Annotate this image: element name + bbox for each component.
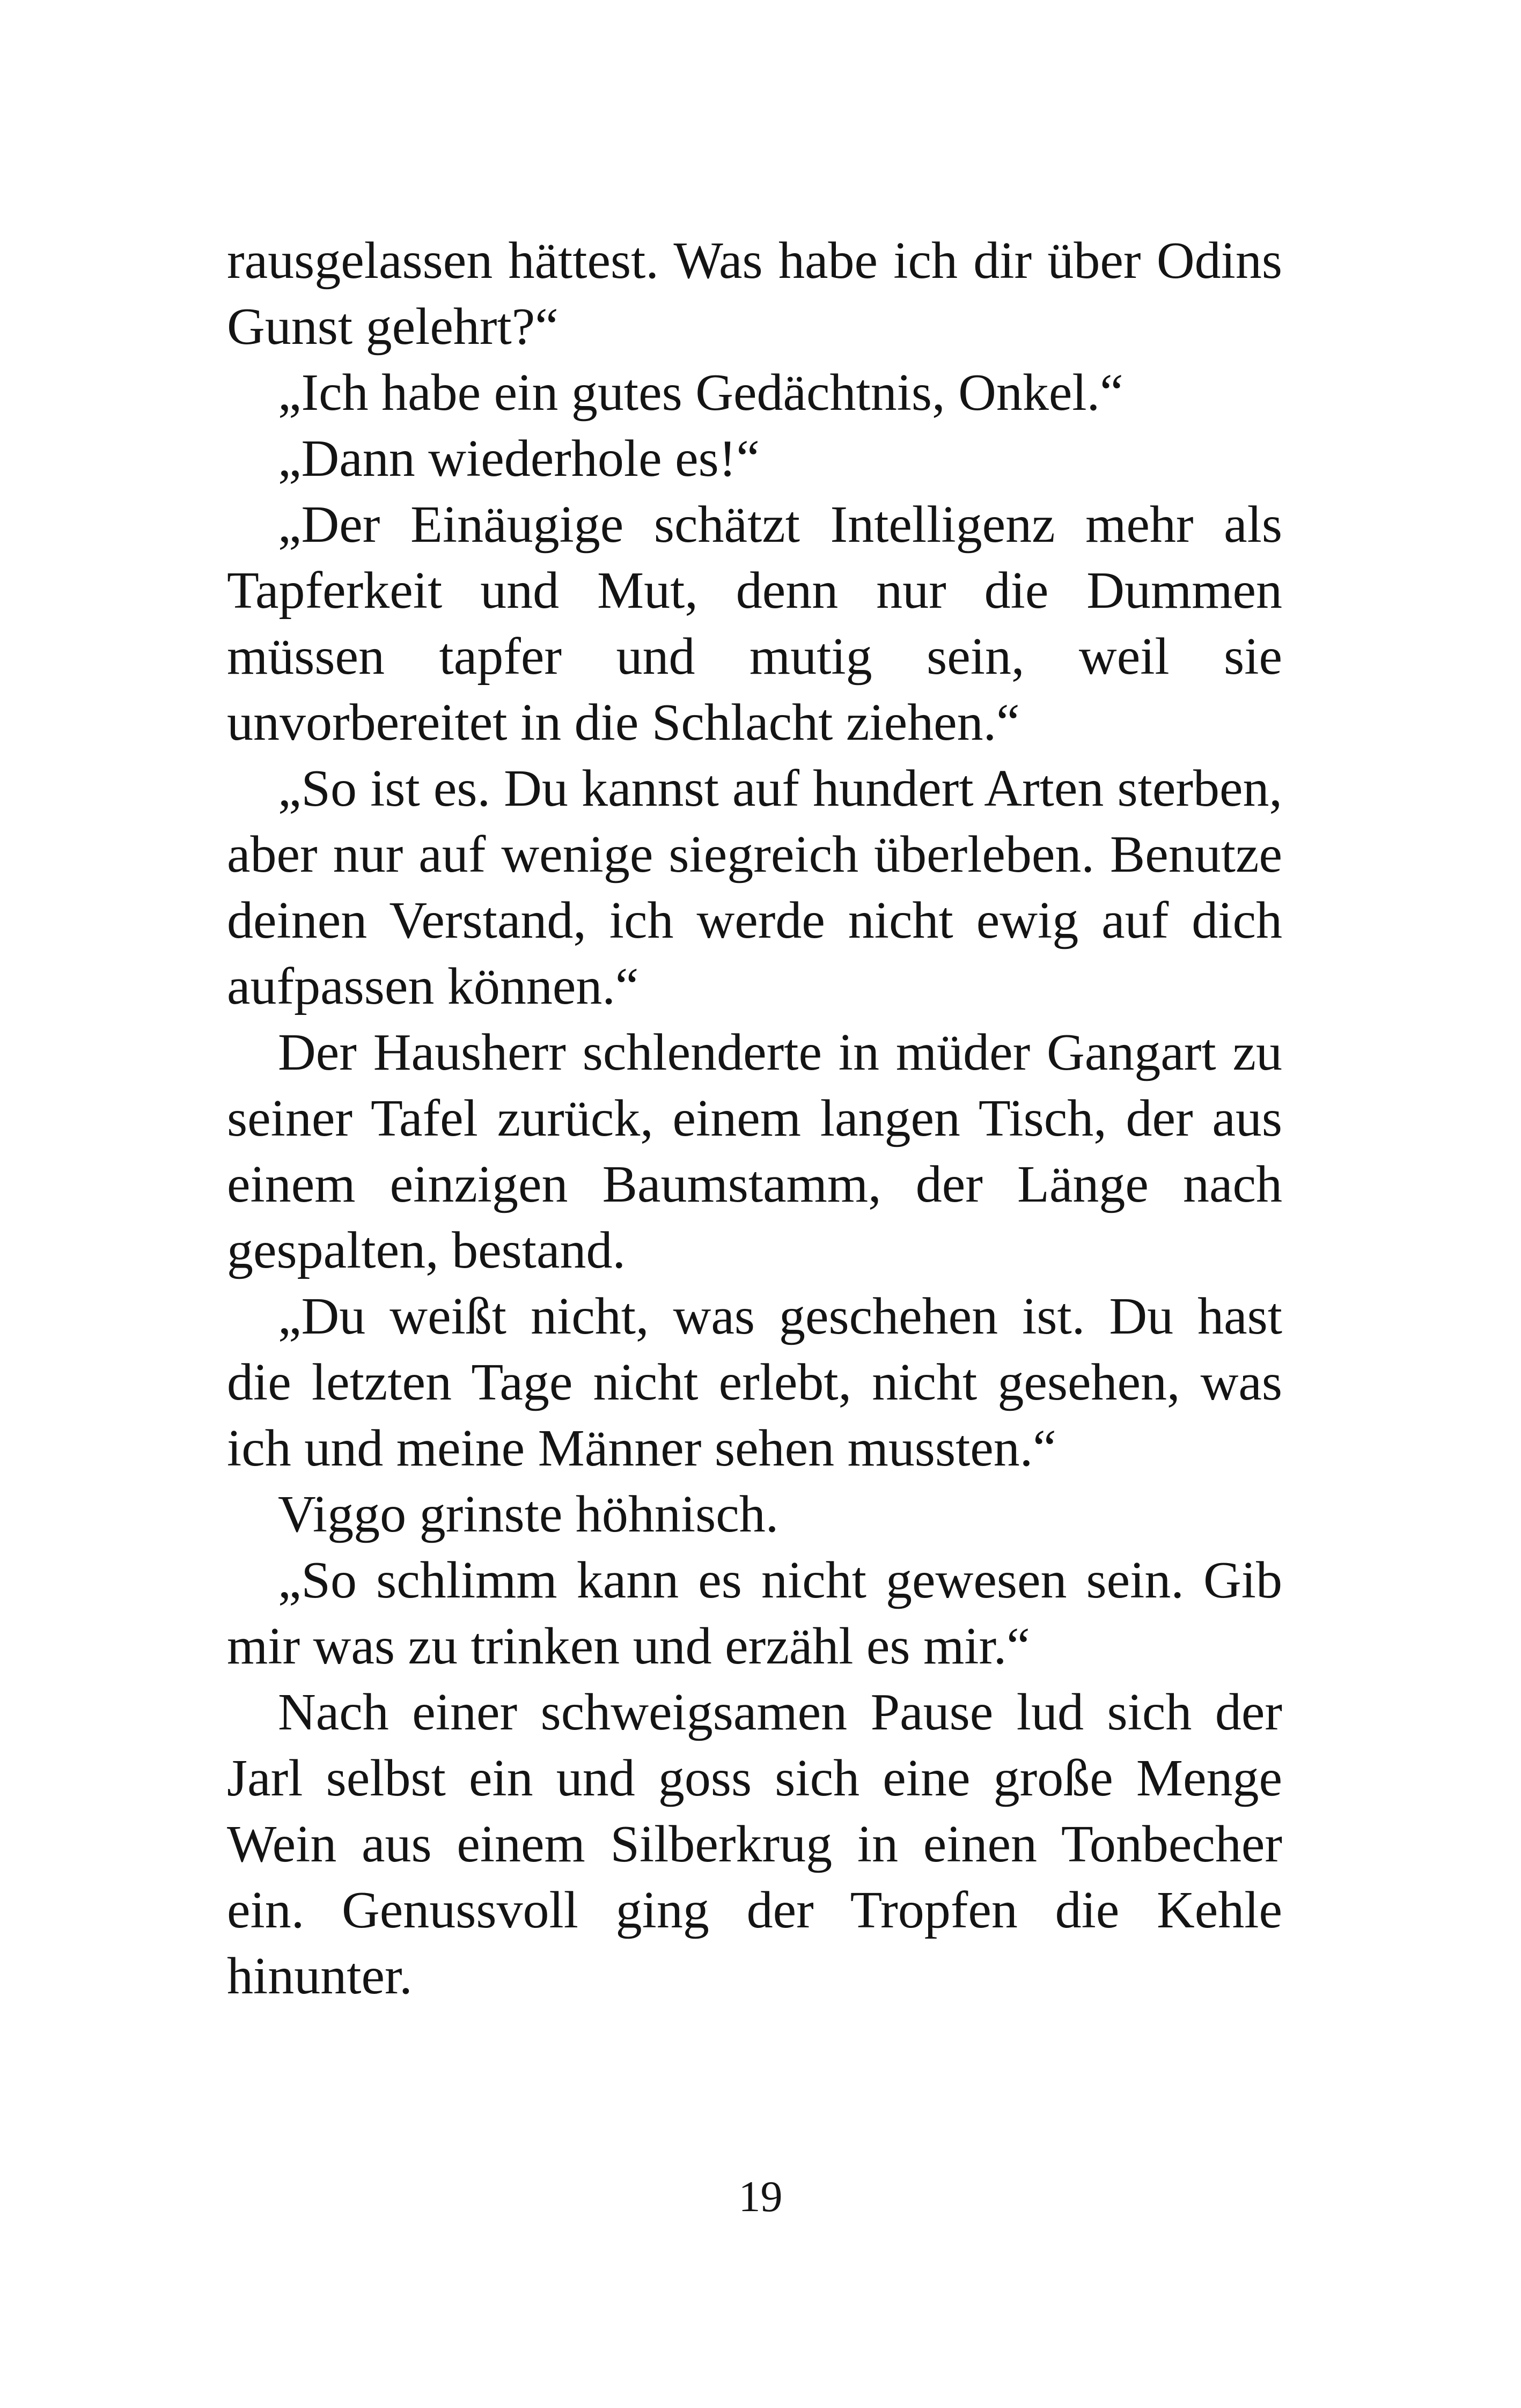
paragraph: „So schlimm kann es nicht gewesen sein. Gib mir was zu trinken und erzähl es mir.“ <box>227 1551 1282 1675</box>
paragraph-continued: rausgelassen hättest. Was habe ich dir über Odins Gunst gelehrt?“ <box>227 232 1282 356</box>
paragraph: „So ist es. Du kannst auf hundert Arten sterben, aber nur auf wenige siegreich überleben. Benutze deinen Verstand, ich werde nicht ewig auf dich aufpassen können.“ <box>227 760 1282 1015</box>
paragraph: „Der Einäugige schätzt Intelligenz mehr als Tapferkeit und Mut, denn nur die Dummen müssen tapfer und mutig sein, weil sie unvorbereitet in die Schlacht ziehen.“ <box>227 496 1282 752</box>
paragraph: „Du weißt nicht, was geschehen ist. Du hast die letzten Tage nicht erlebt, nicht gesehen, was ich und meine Männer sehen mussten.“ <box>227 1287 1282 1477</box>
page-number: 19 <box>738 2172 783 2221</box>
paragraph: Nach einer schweigsamen Pause lud sich der Jarl selbst ein und goss sich eine große Menge Wein aus einem Silberkrug in einen Tonbecher ein. Genussvoll ging der Tropfen die Kehle hinunter. <box>227 1683 1282 2005</box>
paragraph: „Ich habe ein gutes Gedächtnis, Onkel.“ <box>278 364 1123 422</box>
paragraph: Viggo grinste höhnisch. <box>278 1485 779 1543</box>
body-text <box>227 228 1282 2009</box>
paragraph: „Dann wiederhole es!“ <box>278 430 760 488</box>
paragraph: Der Hausherr schlenderte in müder Gangart zu seiner Tafel zurück, einem langen Tisch, der aus einem einzigen Baumstamm, der Länge nach gespalten, bestand. <box>227 1023 1282 1279</box>
